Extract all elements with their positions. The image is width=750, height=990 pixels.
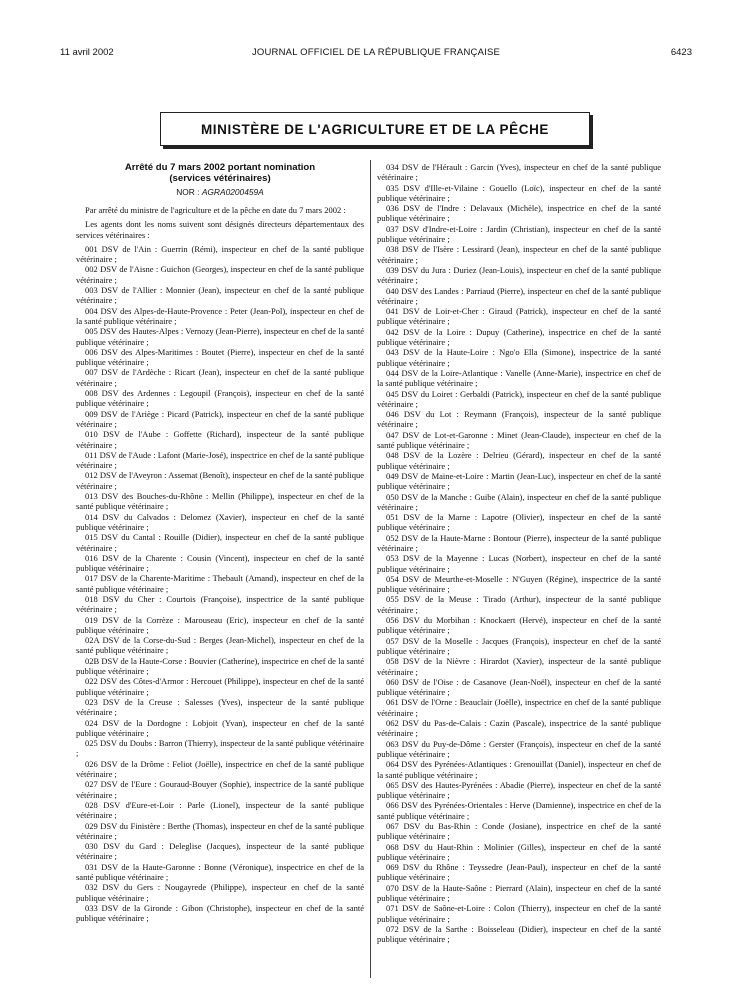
appointment-entry: 064 DSV des Pyrénées-Atlantiques : Grenouillat (Daniel), inspecteur en chef de la santé publique vétérinaire ; [377,759,661,780]
appointment-entry: 054 DSV de Meurthe-et-Moselle : N'Guyen (Régine), inspectrice de la santé publique vétérinaire ; [377,573,661,595]
appointment-entry: 062 DSV du Pas-de-Calais : Cazin (Pascale), inspectrice de la santé publique vétérinaire ; [377,718,661,739]
appointment-entry: 006 DSV des Alpes-Maritimes : Boutet (Pierre), inspecteur en chef de la santé publique vétérinaire ; [76,346,364,368]
appointment-entry: 057 DSV de la Moselle : Jacques (François), inspecteur en chef de la santé publique vétérinaire ; [377,635,661,656]
appointment-entry: 018 DSV du Cher : Courtois (Françoise), inspectrice de la santé publique vétérinaire ; [76,593,364,615]
appointment-entry: 058 DSV de la Nièvre : Hirardot (Xavier), inspecteur de la santé publique vétérinaire ; [377,656,661,677]
appointment-entry: 061 DSV de l'Orne : Beauclair (Joëlle), inspectrice en chef de la santé publique vétérinaire ; [377,697,661,718]
left-column [76,162,364,923]
appointment-entry: 041 DSV de Loir-et-Cher : Giraud (Patrick), inspecteur en chef de la santé publique vétérinaire ; [377,306,661,327]
appointment-entry: 071 DSV de Saône-et-Loire : Colon (Thierry), inspecteur en chef de la santé publique vétérinaire ; [377,903,661,924]
appointment-entry: 031 DSV de la Haute-Garonne : Bonne (Véronique), inspectrice en chef de la santé publique vétérinaire ; [76,861,364,882]
appointment-entry: 028 DSV d'Eure-et-Loir : Parle (Lionel), inspecteur de la santé publique vétérinaire ; [76,799,364,821]
appointment-entry: 029 DSV du Finistère : Berthe (Thomas), inspecteur en chef de la santé publique vétérinaire ; [76,820,364,841]
intro-paragraph: Par arrêté du ministre de l'agriculture et de la pêche en date du 7 mars 2002 : [85,205,346,215]
appointment-entry: 035 DSV d'Ille-et-Vilaine : Gouello (Loïc), inspecteur en chef de la santé publique vétérinaire ; [377,182,661,203]
appointment-entry: 026 DSV de la Drôme : Feliot (Joëlle), inspectrice en chef de la santé publique vétérinaire ; [76,758,364,780]
appointment-entry: 030 DSV du Gard : Deleglise (Jacques), inspecteur de la santé publique vétérinaire ; [76,841,364,862]
page-number: 6423 [670,47,692,58]
appointment-entry: 052 DSV de la Haute-Marne : Bontour (Pierre), inspecteur de la santé publique vétérinaire ; [377,532,661,553]
appointment-entry: 044 DSV de la Loire-Atlantique : Vanelle (Anne-Marie), inspectrice en chef de la santé publique vétérinaire ; [377,367,661,389]
appointment-entry: 043 DSV de la Haute-Loire : Ngo'o Ella (Simone), inspectrice de la santé publique vétérinaire ; [377,347,661,368]
decree-title-line2: (services vétérinaires) [169,173,271,184]
appointment-entry: 003 DSV de l'Allier : Monnier (Jean), inspecteur en chef de la santé publique vétérinaire ; [76,285,364,306]
page-header [60,47,692,63]
appointment-entry: 034 DSV de l'Hérault : Garcin (Yves), inspecteur en chef de la santé publique vétérinaire ; [377,162,661,183]
appointment-entry: 060 DSV de l'Oise : de Casanove (Jean-Noël), inspecteur en chef de la santé publique vétérinaire ; [377,676,661,698]
ministry-heading-box [160,112,590,146]
appointment-entry: 025 DSV du Doubs : Barron (Thierry), inspecteur de la santé publique vétérinaire ; [76,738,364,759]
appointment-entry: 048 DSV de la Lozère : Delrieu (Gérard), inspecteur en chef de la santé publique vétérinaire ; [377,450,661,471]
appointment-entry: 027 DSV de l'Eure : Gouraud-Bouyer (Sophie), inspectrice de la santé publique vétérinaire ; [76,779,364,800]
right-column [377,162,661,945]
appointment-entry: 004 DSV des Alpes-de-Haute-Provence : Peter (Jean-Pol), inspecteur en chef de la santé publique vétérinaire ; [76,305,364,326]
appointment-entry: 014 DSV du Calvados : Delomez (Xavier), inspecteur en chef de la santé publique vétérinaire ; [76,511,364,532]
appointment-entry: 023 DSV de la Creuse : Salesses (Yves), inspecteur de la santé publique vétérinaire ; [76,696,364,718]
appointment-entry: 036 DSV de l'Indre : Delavaux (Michèle), inspectrice en chef de la santé publique vétérinaire ; [377,203,661,224]
issue-date: 11 avril 2002 [60,47,114,58]
appointment-entry: 001 DSV de l'Ain : Guerrin (Rémi), inspecteur en chef de la santé publique vétérinaire ; [76,243,364,265]
appointment-entry: 007 DSV de l'Ardèche : Ricart (Jean), inspecteur en chef de la santé publique vétérinaire ; [76,367,364,388]
appointment-entry: 009 DSV de l'Ariège : Picard (Patrick), inspecteur en chef de la santé publique vétérinaire ; [76,408,364,429]
appointment-entry: 046 DSV du Lot : Reymann (François), inspecteur de la santé publique vétérinaire ; [377,409,661,430]
appointment-entry: 010 DSV de l'Aube : Goffette (Richard), inspecteur de la santé publique vétérinaire ; [76,429,364,450]
appointment-entry: 072 DSV de la Sarthe : Boisseleau (Didier), inspecteur en chef de la santé publique vétérinaire ; [377,923,661,945]
appointment-entry: 053 DSV de la Mayenne : Lucas (Norbert), inspecteur en chef de la santé publique vétérinaire ; [377,553,661,574]
nor-code: AGRA0200459A [201,187,264,197]
designation-paragraph: Les agents dont les noms suivent sont désignés directeurs départementaux des services vétérinaires : [76,219,364,240]
appointment-entry: 019 DSV de la Corrèze : Marouseau (Eric), inspecteur en chef de la santé publique vétérinaire ; [76,614,364,635]
appointment-entry: 067 DSV du Bas-Rhin : Conde (Josiane), inspectrice en chef de la santé publique vétérinaire ; [377,821,661,842]
appointment-entry: 068 DSV du Haut-Rhin : Molinier (Gilles), inspecteur en chef de la santé publique vétérinaire ; [377,841,661,862]
appointment-entry: 063 DSV du Puy-de-Dôme : Gerster (François), inspecteur en chef de la santé publique vétérinaire ; [377,738,661,759]
appointment-entry: 017 DSV de la Charente-Maritime : Thebault (Amand), inspecteur en chef de la santé publique vétérinaire ; [76,573,364,594]
ministry-heading: MINISTÈRE DE L'AGRICULTURE ET DE LA PÊCHE [200,121,550,137]
appointment-entry: 049 DSV de Maine-et-Loire : Martin (Jean-Luc), inspecteur en chef de la santé publique vétérinaire ; [377,470,661,492]
appointment-entry: 066 DSV des Pyrénées-Orientales : Herve (Damienne), inspectrice en chef de la santé publique vétérinaire ; [377,800,661,821]
appointment-entry: 005 DSV des Hautes-Alpes : Vernozy (Jean-Pierre), inspecteur en chef de la santé publique vétérinaire ; [76,326,364,347]
appointment-entry: 070 DSV de la Haute-Saône : Pierrard (Alain), inspecteur en chef de la santé publique vétérinaire ; [377,882,661,904]
nor-reference [76,187,364,197]
appointment-entry: 032 DSV du Gers : Nougayrede (Philippe), inspecteur en chef de la santé publique vétérinaire ; [76,882,364,903]
appointment-entry: 008 DSV des Ardennes : Legoupil (François), inspecteur en chef de la santé publique vétérinaire ; [76,388,364,409]
appointment-entry: 042 DSV de la Loire : Dupuy (Catherine), inspectrice en chef de la santé publique vétérinaire ; [377,326,661,348]
appointment-entry: 050 DSV de la Manche : Guibe (Alain), inspecteur en chef de la santé publique vétérinaire ; [377,491,661,512]
appointment-entry: 022 DSV des Côtes-d'Armor : Hercouet (Philippe), inspecteur en chef de la santé publique vétérinaire ; [76,676,364,697]
appointment-entry: 051 DSV de la Marne : Lapotre (Olivier), inspecteur en chef de la santé publique vétérinaire ; [377,512,661,533]
appointment-entry: 02A DSV de la Corse-du-Sud : Berges (Jean-Michel), inspecteur en chef de la santé publique vétérinaire ; [76,635,364,656]
appointment-entry: 065 DSV des Hautes-Pyrénées : Abadie (Pierre), inspecteur en chef de la santé publique vétérinaire ; [377,779,661,801]
appointment-entry: 047 DSV de Lot-et-Garonne : Minet (Jean-Claude), inspecteur en chef de la santé publique vétérinaire ; [377,429,661,451]
appointment-entry: 013 DSV des Bouches-du-Rhône : Mellin (Philippe), inspecteur en chef de la santé publique vétérinaire ; [76,491,364,512]
appointment-entry: 033 DSV de la Gironde : Gibon (Christophe), inspecteur en chef de la santé publique vétérinaire ; [76,902,364,924]
appointment-entry: 016 DSV de la Charente : Cousin (Vincent), inspecteur en chef de la santé publique vétérinaire ; [76,552,364,574]
appointment-entry: 055 DSV de la Meuse : Tirado (Arthur), inspecteur de la santé publique vétérinaire ; [377,594,661,615]
appointment-entry: 011 DSV de l'Aude : Lafont (Marie-José), inspectrice en chef de la santé publique vétérinaire ; [76,449,364,471]
appointment-entry: 02B DSV de la Haute-Corse : Bouvier (Catherine), inspectrice en chef de la santé publique vétérinaire ; [76,655,364,677]
appointment-entry: 056 DSV du Morbihan : Knockaert (Hervé), inspecteur en chef de la santé publique vétérinaire ; [377,615,661,636]
appointment-entry: 015 DSV du Cantal : Rouille (Didier), inspecteur en chef de la santé publique vétérinaire ; [76,532,364,553]
nor-label: NOR : [176,187,200,197]
appointment-entry: 069 DSV du Rhône : Teyssedre (Jean-Paul), inspecteur en chef de la santé publique vétérinaire ; [377,862,661,883]
appointment-entry: 002 DSV de l'Aisne : Guichon (Georges), inspecteur en chef de la santé publique vétérinaire ; [76,264,364,285]
decree-title-line1: Arrêté du 7 mars 2002 portant nomination [124,162,316,173]
appointment-entry: 038 DSV de l'Isère : Lessirard (Jean), inspecteur en chef de la santé publique vétérinaire ; [377,244,661,265]
appointment-entry: 024 DSV de la Dordogne : Lobjoit (Yvan), inspecteur en chef de la santé publique vétérinaire ; [76,717,364,738]
journal-title: JOURNAL OFFICIEL DE LA RÉPUBLIQUE FRANÇAISE [251,47,501,58]
appointment-entry: 037 DSV d'Indre-et-Loire : Jardin (Christian), inspecteur en chef de la santé publique vétérinaire ; [377,223,661,245]
appointment-entry: 040 DSV des Landes : Parriaud (Pierre), inspecteur en chef de la santé publique vétérinaire ; [377,285,661,306]
appointment-entry: 039 DSV du Jura : Duriez (Jean-Louis), inspecteur en chef de la santé publique vétérinaire ; [377,264,661,286]
decree-title [76,162,364,184]
appointment-entry: 045 DSV du Loiret : Gerbaldi (Patrick), inspecteur en chef de la santé publique vétérinaire ; [377,388,661,409]
column-divider [370,160,371,978]
appointment-entry: 012 DSV de l'Aveyron : Assemat (Benoît), inspecteur en chef de la santé publique vétérinaire ; [76,470,364,491]
